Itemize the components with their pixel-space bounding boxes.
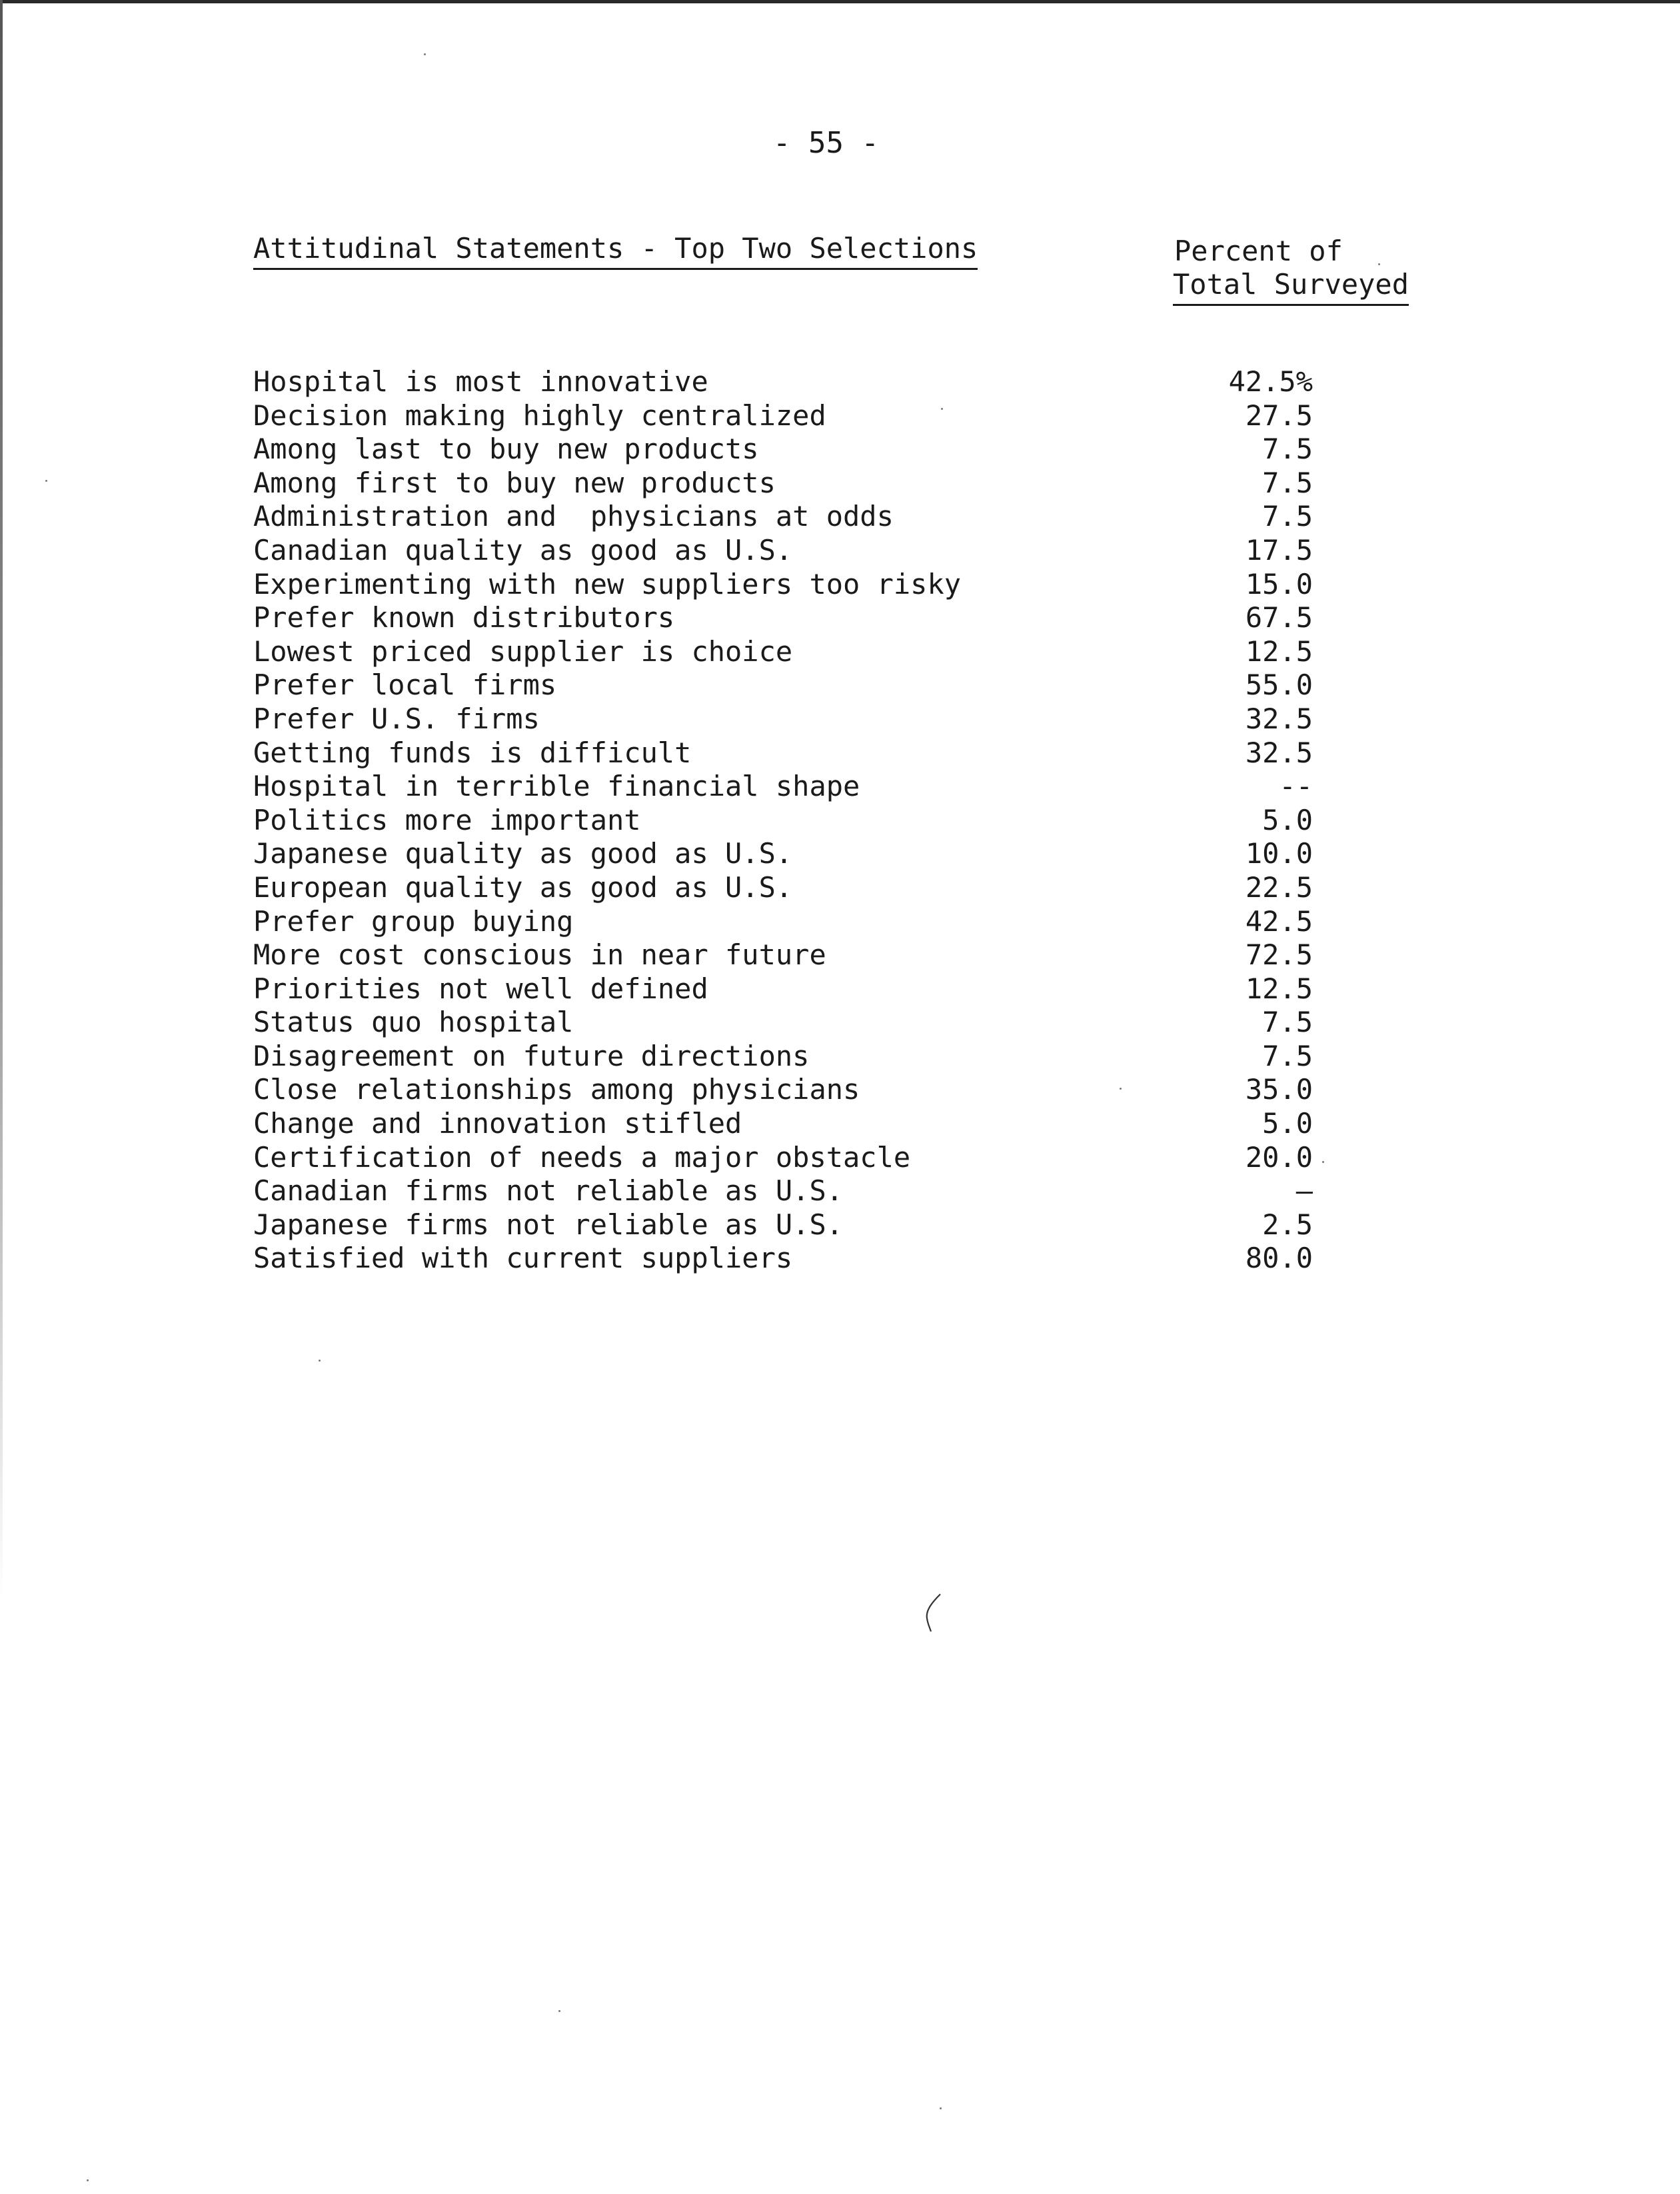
table-row bbox=[253, 399, 1346, 433]
statement-label: Priorities not well defined bbox=[253, 972, 708, 1005]
percent-column-heading-line1: Percent of bbox=[1174, 235, 1343, 267]
pen-mark-icon bbox=[923, 1593, 943, 1633]
statement-label: More cost conscious in near future bbox=[253, 938, 826, 972]
statement-label: European quality as good as U.S. bbox=[253, 870, 793, 904]
scan-speck bbox=[1120, 1088, 1122, 1090]
statements-table bbox=[253, 365, 1346, 1276]
percent-value: -- bbox=[1279, 770, 1313, 803]
statement-label: Japanese firms not reliable as U.S. bbox=[253, 1208, 844, 1241]
statement-label: Politics more important bbox=[253, 803, 641, 836]
percent-value: 12.5 bbox=[1245, 634, 1313, 668]
table-row bbox=[253, 871, 1346, 905]
table-row bbox=[253, 804, 1346, 838]
statement-label: Certification of needs a major obstacle bbox=[253, 1140, 911, 1174]
statement-label: Decision making highly centralized bbox=[253, 399, 826, 432]
table-row bbox=[253, 702, 1346, 736]
table-row bbox=[253, 1242, 1346, 1276]
percent-value: 7.5 bbox=[1262, 500, 1313, 533]
scan-edge-left bbox=[0, 0, 3, 1600]
table-row bbox=[253, 1073, 1346, 1107]
statement-label: Hospital in terrible financial shape bbox=[253, 770, 860, 803]
percent-value: 2.5 bbox=[1262, 1208, 1313, 1241]
percent-value: 32.5 bbox=[1245, 702, 1313, 735]
statement-label: Status quo hospital bbox=[253, 1006, 574, 1039]
statement-label: Japanese quality as good as U.S. bbox=[253, 837, 793, 870]
percent-value: 5.0 bbox=[1262, 803, 1313, 836]
table-row bbox=[253, 568, 1346, 602]
table-row bbox=[253, 938, 1346, 972]
scan-speck bbox=[319, 1360, 321, 1362]
statement-label: Lowest priced supplier is choice bbox=[253, 634, 793, 668]
table-row bbox=[253, 500, 1346, 534]
scan-speck bbox=[424, 53, 426, 55]
table-row bbox=[253, 365, 1346, 399]
percent-value: 42.5% bbox=[1228, 365, 1313, 398]
percent-value: 12.5 bbox=[1245, 972, 1313, 1005]
scan-speck bbox=[45, 480, 47, 482]
table-row bbox=[253, 433, 1346, 467]
table-row bbox=[253, 668, 1346, 702]
table-row bbox=[253, 1174, 1346, 1208]
percent-value: 15.0 bbox=[1245, 567, 1313, 600]
statement-label: Prefer local firms bbox=[253, 668, 557, 702]
page-number: - 55 - bbox=[773, 126, 879, 160]
statement-label: Administration and physicians at odds bbox=[253, 500, 894, 533]
percent-value: 20.0 bbox=[1245, 1140, 1313, 1174]
table-row bbox=[253, 1208, 1346, 1242]
table-row bbox=[253, 736, 1346, 770]
percent-value: 7.5 bbox=[1262, 433, 1313, 466]
percent-value: 55.0 bbox=[1245, 668, 1313, 702]
scan-speck bbox=[940, 2107, 942, 2109]
percent-value: — bbox=[1295, 1174, 1313, 1208]
table-row bbox=[253, 635, 1346, 669]
percent-value: 22.5 bbox=[1245, 870, 1313, 904]
statement-label: Disagreement on future directions bbox=[253, 1039, 810, 1072]
percent-value: 10.0 bbox=[1245, 837, 1313, 870]
table-row bbox=[253, 1006, 1346, 1040]
percent-value: 67.5 bbox=[1245, 601, 1313, 634]
scan-edge-top bbox=[0, 0, 1680, 3]
table-row bbox=[253, 1107, 1346, 1141]
statement-label: Satisfied with current suppliers bbox=[253, 1242, 793, 1275]
percent-value: 5.0 bbox=[1262, 1107, 1313, 1140]
scan-speck bbox=[1322, 1161, 1324, 1163]
table-row bbox=[253, 972, 1346, 1006]
percent-value: 80.0 bbox=[1245, 1242, 1313, 1275]
percent-value: 17.5 bbox=[1245, 533, 1313, 566]
percent-value: 7.5 bbox=[1262, 1006, 1313, 1039]
statement-label: Experimenting with new suppliers too risky bbox=[253, 567, 962, 600]
table-row bbox=[253, 1141, 1346, 1175]
scan-speck bbox=[941, 408, 943, 410]
table-row bbox=[253, 601, 1346, 635]
statement-label: Among first to buy new products bbox=[253, 466, 776, 499]
table-row bbox=[253, 770, 1346, 804]
table-row bbox=[253, 1040, 1346, 1074]
statement-label: Canadian quality as good as U.S. bbox=[253, 533, 793, 566]
statement-label: Close relationships among physicians bbox=[253, 1073, 860, 1106]
statement-label: Among last to buy new products bbox=[253, 433, 759, 466]
statement-label: Canadian firms not reliable as U.S. bbox=[253, 1174, 844, 1208]
statement-label: Prefer group buying bbox=[253, 904, 574, 938]
scan-speck bbox=[87, 2179, 89, 2181]
percent-value: 35.0 bbox=[1245, 1073, 1313, 1106]
statement-label: Getting funds is difficult bbox=[253, 736, 692, 769]
statement-label: Prefer known distributors bbox=[253, 601, 675, 634]
statement-label: Prefer U.S. firms bbox=[253, 702, 540, 735]
percent-column-heading-line2: Total Surveyed bbox=[1173, 268, 1409, 306]
statement-label: Hospital is most innovative bbox=[253, 365, 708, 398]
table-row bbox=[253, 905, 1346, 939]
statements-column-heading: Attitudinal Statements - Top Two Selections bbox=[253, 232, 978, 270]
percent-value: 32.5 bbox=[1245, 736, 1313, 769]
scan-speck bbox=[1378, 263, 1380, 265]
table-row bbox=[253, 467, 1346, 501]
percent-value: 7.5 bbox=[1262, 1039, 1313, 1072]
table-row bbox=[253, 837, 1346, 871]
percent-value: 42.5 bbox=[1245, 904, 1313, 938]
percent-value: 7.5 bbox=[1262, 466, 1313, 499]
percent-value: 72.5 bbox=[1245, 938, 1313, 972]
percent-value: 27.5 bbox=[1245, 399, 1313, 432]
table-row bbox=[253, 534, 1346, 568]
scan-speck bbox=[558, 2010, 560, 2012]
statement-label: Change and innovation stifled bbox=[253, 1107, 742, 1140]
